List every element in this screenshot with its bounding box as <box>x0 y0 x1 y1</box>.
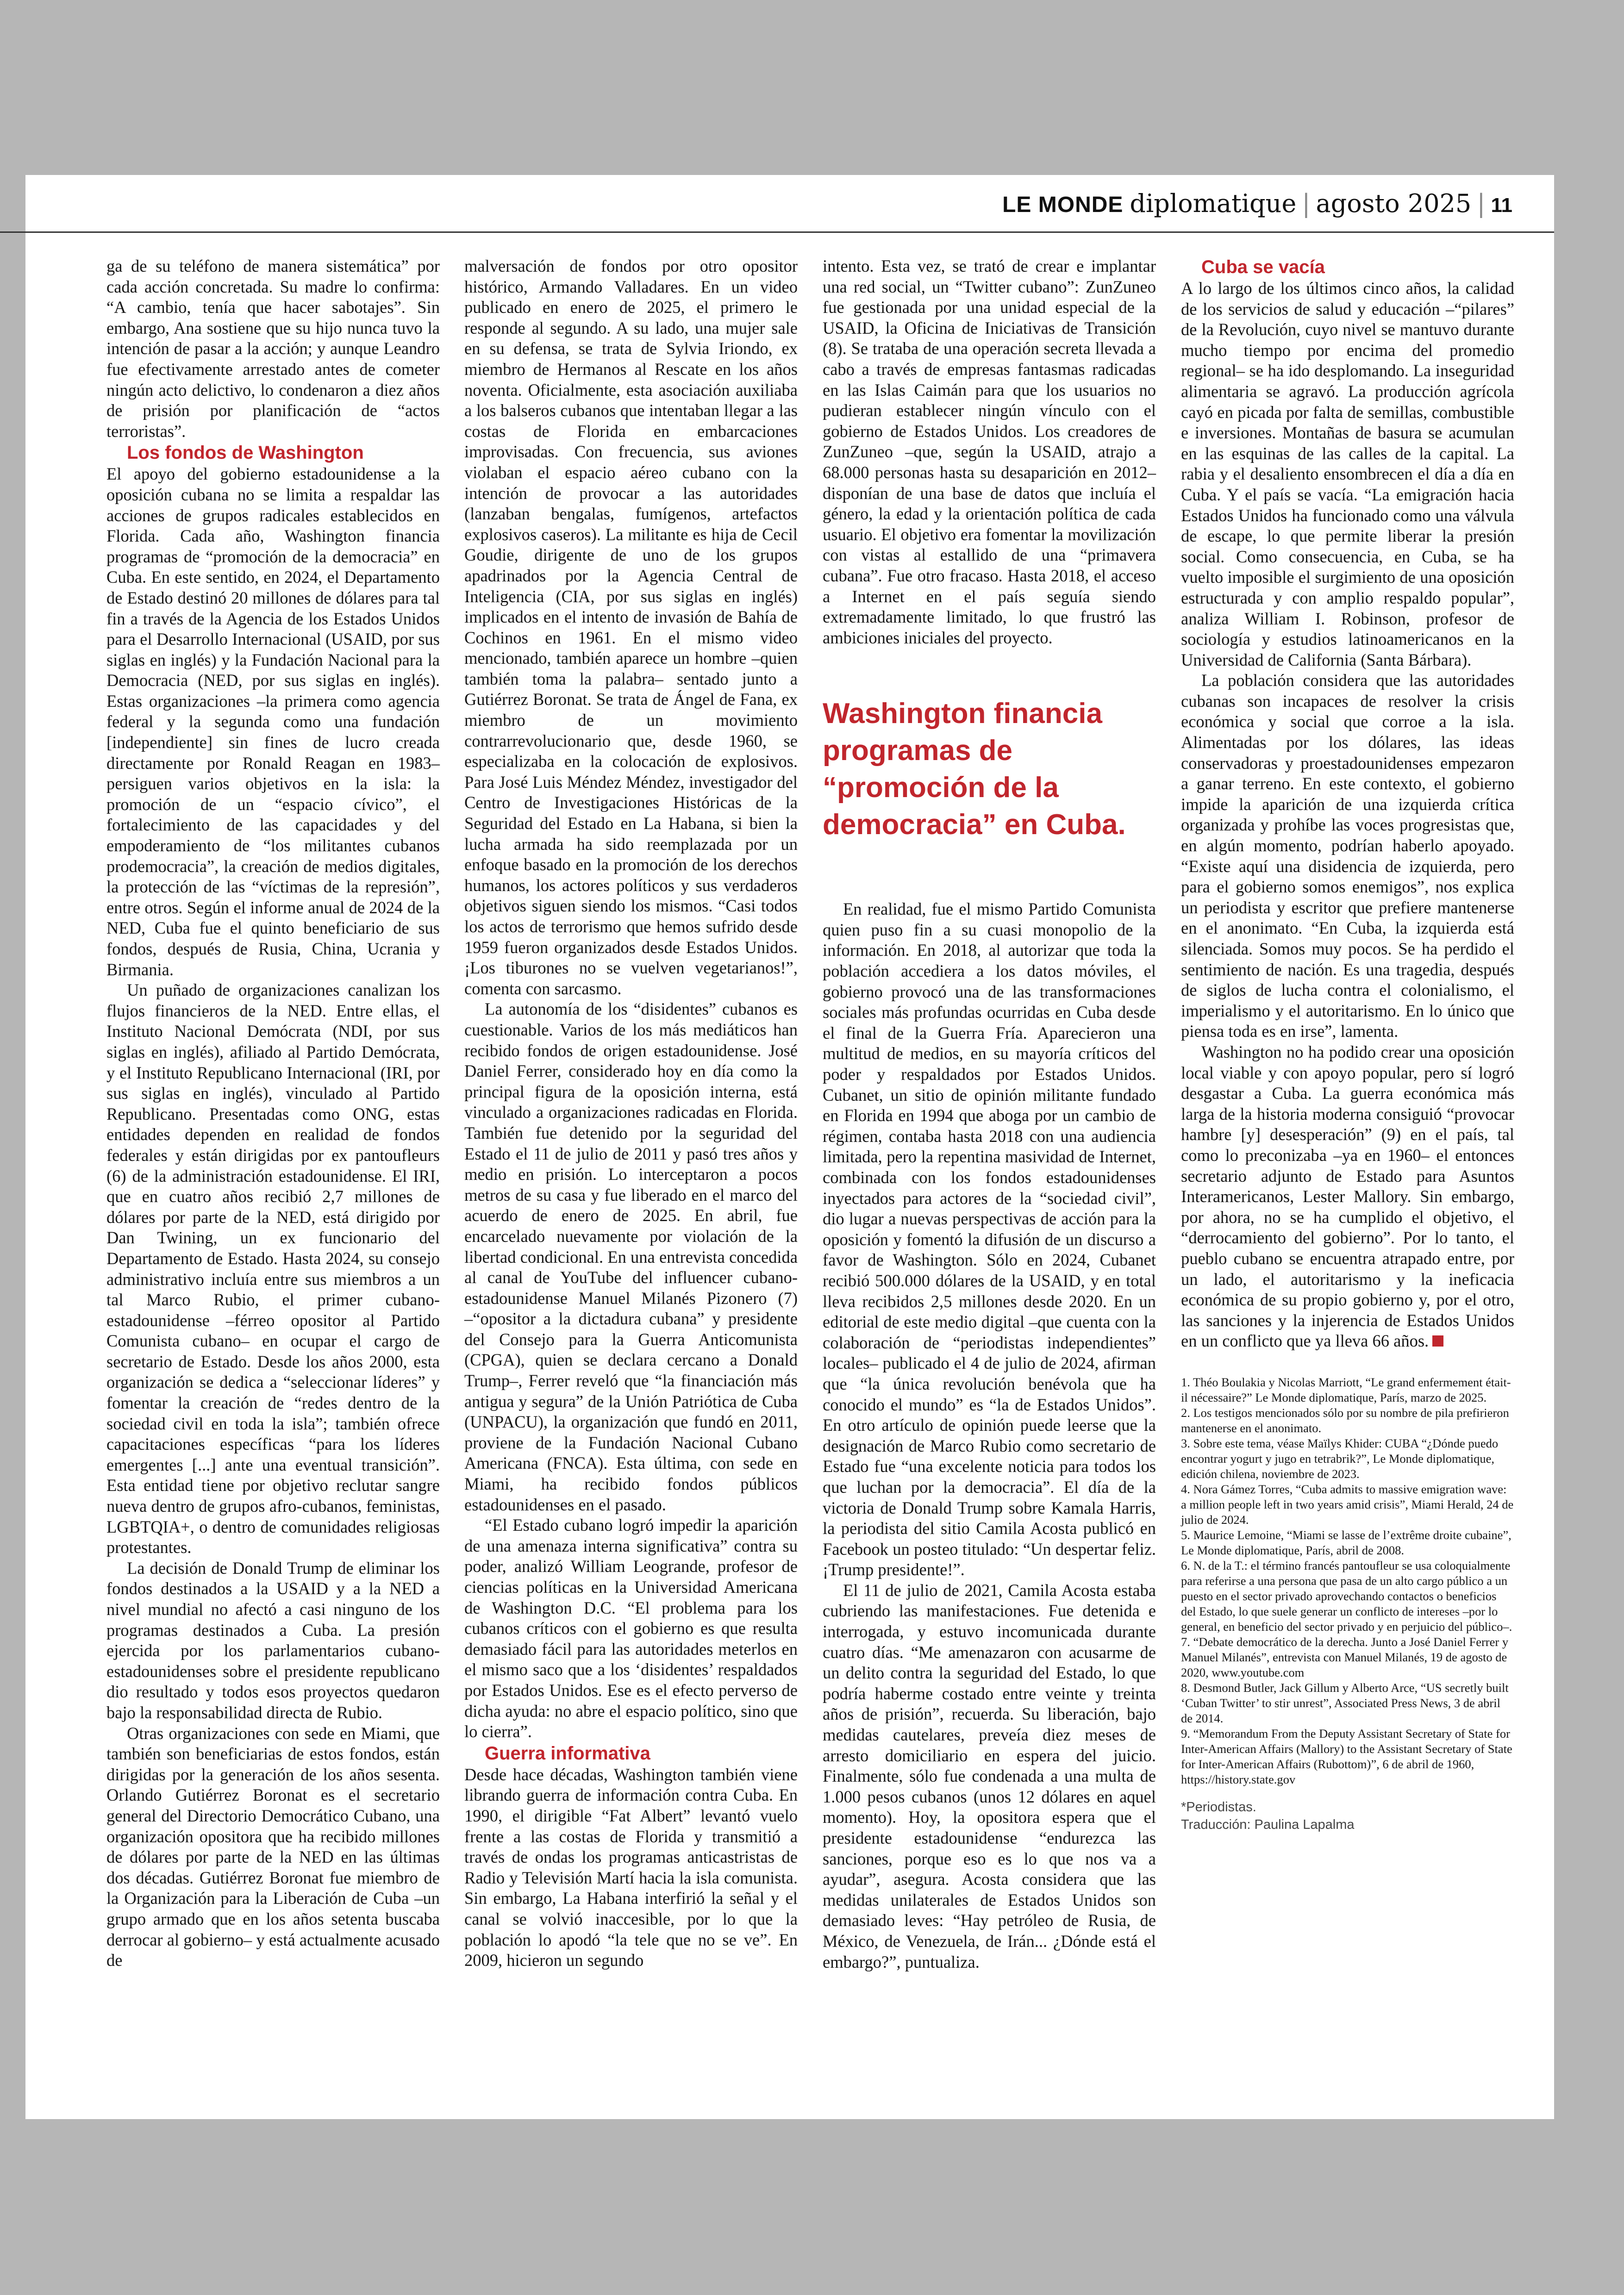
paragraph: La decisión de Donald Trump de eliminar los fondos destinados a la USAID y a la NED a nivel mundial no afectó a casi ninguno de los programas destinados a Cuba. La presión ejercida por los parlamentarios cubano-estadounidenses sobre el presidente republicano dio resultado y todos esos proyectos quedaron bajo la responsabilidad directa de Rubio. <box>106 1558 440 1722</box>
paragraph <box>1181 1042 1514 1352</box>
subheading: Cuba se vacía <box>1201 257 1325 277</box>
footnote: 9. “Memorandum From the Deputy Assistant Secretary of State for Inter-American Affairs (Mallory) to the Assistant Secretary of State for Inter-American Affairs (Rubottom)”, 6 de abril de 1960, https://history.state.gov <box>1181 1726 1512 1786</box>
paragraph: A lo largo de los últimos cinco años, la calidad de los servicios de salud y educación –“pilares” de la Revolución, cuyo nivel se mantuvo durante mucho tiempo por encima del promedio regional– se ha ido desplomando. La inseguridad alimentaria se agravó. La producción agrícola cayó en picada por falta de semillas, combustible e inversiones. Montañas de basura se acumulan en las esquinas de las calles de la capital. La rabia y el desaliento ensombrecen el día a día en Cuba. Y el país se vacía. “La emigración hacia Estados Unidos ha funcionado como una válvula de escape, lo que permite liberar la presión social. Como consecuencia, en Cuba, se ha vuelto imposible el surgimiento de una oposición estructurada y con amplio respaldo popular”, analiza William I. Robinson, profesor de sociología y estudios latinoamericanos en la Universidad de California (Santa Bárbara). <box>1181 279 1514 669</box>
end-mark-icon <box>1432 1335 1443 1347</box>
paragraph: Desde hace décadas, Washington también viene librando guerra de información contra Cuba. En 1990, el dirigible “Fat Albert” levantó vuelo frente a las costas de Florida y transmitió a través de ondas los programas anticastristas de Radio y Televisión Martí hacia la isla comunista. Sin embargo, La Habana interfirió la señal y el canal se volvió inaccesible, por lo que la población lo apodó “la tele que no se ve”. En 2009, hicieron un segundo <box>464 1765 798 1970</box>
paragraph: Un puñado de organizaciones canalizan los flujos financieros de la NED. Entre ellas, el Instituto Nacional Demócrata (NDI, por sus siglas en inglés), afiliado al Partido Demócrata, y el Instituto Republicano Internacional (IRI, por sus siglas en inglés), vinculado al Partido Republicano. Presentadas como ONG, estas entidades dependen en realidad de fondos federales y están dirigidas por ex pantoufleurs (6) de la administración estadounidense. El IRI, que en cuatro años recibió 2,7 millones de dólares por parte de la NED, está dirigido por Dan Twining, un ex funcionario del Departamento de Estado. Hasta 2024, su consejo administrativo incluía entre sus miembros a un tal Marco Rubio, el primer cubano-estadounidense –férreo opositor al Partido Comunista cubano– en ocupar el cargo de secretario de Estado. Desde los años 2000, esta organización se dedica a “seleccionar líderes” y fomentar la creación de “redes dentro de la sociedad civil en toda la isla”; también ofrece capacitaciones específicas “para los líderes emergentes [...] ante una eventual transición”. Esta entidad tiene por objetivo reclutar sangre nueva dentro de grupos afro-cubanos, feministas, LGBTQIA+, o dentro de comunidades religiosas protestantes. <box>106 980 440 1557</box>
footnote: 6. N. de la T.: el término francés pantoufleur se usa coloquialmente para referirse a una persona que pasa de un alto cargo público a un puesto en el sector privado aprovechando contactos o beneficios del Estado, lo que suele generar un conflicto de intereses –por lo general, en beneficio del sector privado y en perjuicio del público–. <box>1181 1558 1512 1634</box>
masthead-brand: LE MONDE <box>1002 193 1124 217</box>
footnote: 3. Sobre este tema, véase Maïlys Khider: CUBA “¿Dónde puedo encontrar yogurt y jugo en tetrabrik?”, Le Monde diplomatique, edición chilena, noviembre de 2023. <box>1181 1436 1499 1481</box>
column-1 <box>106 256 440 1971</box>
paragraph: intento. Esta vez, se trató de crear e implantar una red social, un “Twitter cubano”: ZunZuneo fue gestionada por una unidad especial de la USAID, la Oficina de Iniciativas de Transición (8). Se trataba de una operación secreta llevada a cabo a través de empresas fantasmas radicadas en las Islas Caimán para que los usuarios no pudieran establecer ningún vínculo con el gobierno de Estados Unidos. Los creadores de ZunZuneo –que, según la USAID, atrajo a 68.000 personas hasta su desaparición en 2012– disponían de una base de datos que incluía el género, la edad y la orientación política de cada usuario. El objetivo era fomentar la movilización con vistas al estallido de una “primavera cubana”. Fue otro fracaso. Hasta 2018, el acceso a Internet en el país seguía siendo extremadamente limitado, lo que frustró las ambiciones iniciales del proyecto. <box>823 256 1156 647</box>
masthead <box>1002 189 1512 226</box>
column-4 <box>1181 256 1514 1834</box>
newspaper-page <box>25 175 1554 2119</box>
header-rule <box>25 231 1554 233</box>
paragraph: El 11 de julio de 2021, Camila Acosta estaba cubriendo las manifestaciones. Fue detenida e interrogada, y estuvo incomunicada durante cuatro días. “Me amenazaron con acusarme de un delito contra la seguridad del Estado, lo que podría haberme costado entre veinte y treinta años de prisión”, recuerda. Su liberación, bajo medidas cautelares, preveía diez meses de arresto domiciliario en espera del juicio. Finalmente, sólo fue condenada a una multa de 1.000 pesos cubanos (unos 12 dólares en aquel momento). Hoy, la opositora espera que el presidente estadounidense “endurezca las sanciones, porque eso es lo que nos va a ayudar”, asegura. Acosta considera que las medidas unilaterales de Estados Unidos son demasiado leves: “Hay petróleo de Rusia, de México, de Venezuela, de Irán... ¿Dónde está el embargo?”, puntualiza. <box>823 1580 1156 1971</box>
masthead-separator-2: | <box>1477 189 1486 218</box>
subheading: Guerra informativa <box>485 1743 650 1764</box>
paragraph: La población considera que las autoridades cubanas son incapaces de resolver la crisis económica y social que corroe a la isla. Alimentadas por los dólares, las ideas conservadoras y proestadounidenses empezaron a ganar terreno. En este contexto, el gobierno impide la aparición de una izquierda crítica organizada y prohíbe las voces progresistas que, en algún momento, podrían haberlo apoyado. “Existe aquí una disidencia de izquierda, pero para el gobierno somos enemigos”, nos explica un periodista y escritor que prefiere mantenerse en el anonimato. “En Cuba, la izquierda está silenciada. Somos muy pocos. Se ha perdido el sentimiento de nación. Es una tragedia, después de siglos de lucha contra el colonialismo, el imperialismo y el autoritarismo. En lo único que piensa toda es en irse”, lamenta. <box>1181 671 1514 1041</box>
paragraph: ga de su teléfono de manera sistemática” por cada acción concretada. Su madre lo confirma: “A cambio, tenía que hacer sabotajes”. Sin embargo, Ana sostiene que su hijo nunca tuvo la intención de pasar a la acción; y aunque Leandro fue efectivamente arrestado antes de cometer ningún acto delictivo, lo condenaron a diez años de prisión por planificación de “actos terroristas”. <box>106 256 440 441</box>
paragraph: “El Estado cubano logró impedir la aparición de una amenaza interna significativa” contra su poder, analizó William Leogrande, profesor de ciencias políticas en la Universidad Americana de Washington D.C. “El problema para los cubanos críticos con el gobierno es que resulta demasiado fácil para las autoridades meterlos en el mismo saco que a los ‘disidentes’ respaldados por Estados Unidos. Ese es el efecto perverso de dicha ayuda: no abre el espacio político, sino que lo cierra”. <box>464 1515 798 1741</box>
page-number: 11 <box>1491 194 1512 217</box>
footnote: 5. Maurice Lemoine, “Miami se lasse de l’extrême droite cubaine”, Le Monde diplomatique, París, abril de 2008. <box>1181 1528 1512 1557</box>
footnote: 1. Théo Boulakia y Nicolas Marriott, “Le grand enfermement était-il nécessaire?” Le Monde diplomatique, París, marzo de 2025. <box>1181 1375 1511 1404</box>
paragraph: En realidad, fue el mismo Partido Comunista quien puso fin a su cuasi monopolio de la información. En 2018, al autorizar que toda la población accediera a los datos móviles, el gobierno provocó una de las transformaciones sociales más profundas ocurridas en Cuba desde el final de la Guerra Fría. Aparecieron una multitud de medios, en su mayoría críticos del poder y respaldados por Estados Unidos. Cubanet, un sitio de opinión militante fundado en Florida en 1994 que aboga por un cambio de régimen, contaba hasta 2018 con una audiencia limitada, pero la repentina masividad de Internet, combinada con los fondos estadounidenses inyectados para actores de la “sociedad civil”, dio lugar a nuevas perspectivas de acción para la oposición y fomentó la difusión de un discurso a favor de Washington. Sólo en 2024, Cubanet recibió 500.000 dólares de la USAID, y en total lleva recibidos 2,5 millones desde 2020. En un editorial de este medio digital –que cuenta con la colaboración de “periodistas independientes” locales– publicado el 4 de julio de 2024, afirman que “la única revolución benévola que ha conocido el mundo” es “la de Estados Unidos”. En otro artículo de opinión puede leerse que la designación de Marco Rubio como secretario de Estado fue “una excelente noticia para todos los que luchan por la democracia”. El día de la victoria de Donald Trump sobre Kamala Harris, la periodista del sitio Camila Acosta publicó en Facebook un posteo titulado: “Un despertar feliz. ¡Trump presidente!”. <box>823 899 1156 1579</box>
paragraph: El apoyo del gobierno estadounidense a la oposición cubana no se limita a respaldar las acciones de grupos radicales establecidos en Florida. Cada año, Washington financia programas de “promoción de la democracia” en Cuba. En este sentido, en 2024, el Departamento de Estado destinó 20 millones de dólares para tal fin a través de la Agencia de los Estados Unidos para el Desarrollo Internacional (USAID, por sus siglas en inglés) y la Fundación Nacional para la Democracia (NED, por sus siglas en inglés). Estas organizaciones –la primera como agencia federal y la segunda como una fundación [independiente] sin fines de lucro creada directamente por Ronald Reagan en 1983– persiguen varios objetivos en la isla: la promoción de un “espacio cívico”, el fortalecimiento de las capacidades y del empoderamiento de “los militantes cubanos prodemocracia”, la creación de medios digitales, la protección de las “víctimas de la represión”, entre otros. Según el informe anual de 2024 de la NED, Cuba fue el quinto beneficiario de sus fondos, después de Rusia, China, Ucrania y Birmania. <box>106 464 440 979</box>
paragraph: malversación de fondos por otro opositor histórico, Armando Valladares. En un video publicado en enero de 2025, el primero le responde al segundo. A su lado, una mujer sale en su defensa, se trata de Sylvia Iriondo, ex miembro de Hermanos al Rescate en los años noventa. Oficialmente, esta asociación auxiliaba a los balseros cubanos que intentaban llegar a las costas de Florida en embarcaciones improvisadas. Con frecuencia, sus aviones violaban el espacio aéreo cubano con la intención de provocar a las autoridades (lanzaban bengalas, fumígenos, artefactos explosivos caseros). La militante es hija de Cecil Goudie, dirigente de uno de los grupos apadrinados por la Agencia Central de Inteligencia (CIA, por sus siglas en inglés) implicados en el intento de invasión de Bahía de Cochinos en 1961. En el mismo video mencionado, también aparece un hombre –quien también toma la palabra– sentado junto a Gutiérrez Boronat. Se trata de Ángel de Fana, ex miembro de un movimiento contrarrevolucionario que, desde 1960, se especializaba en la colocación de explosivos. Para José Luis Méndez Méndez, investigador del Centro de Investigaciones Históricas de la Seguridad del Estado en La Habana, si bien la lucha armada ha sido reemplazada por un enfoque basado en la promoción de los derechos humanos, los actores políticos y sus verdaderos objetivos siguen siendo los mismos. “Casi todos los actos de terrorismo que hemos sufrido desde 1959 fueron organizados desde Estados Unidos. ¡Los tiburones no se vuelven vegetarianos!”, comenta con sarcasmo. <box>464 256 798 998</box>
header-rule-left <box>0 231 25 233</box>
paragraph-text: Washington no ha podido crear una oposición local viable y con apoyo popular, pero sí logró desgastar a Cuba. La guerra económica más larga de la historia moderna consiguió “provocar hambre [y] desesperación” (9) en el país, tal como lo preconizaba –ya en 1960– el entonces secretario adjunto de Estado para Asuntos Interamericanos, Lester Mallory. Sin embargo, por ahora, no se ha cumplido el objetivo, el “derrocamiento del gobierno”. Por lo tanto, el pueblo cubano se encuentra atrapado entre, por un lado, el autoritarismo y la ineficacia económica de su propio gobierno y, por el otro, las sanciones y la injerencia de Estados Unidos en un conflicto que ya lleva 66 años. <box>1181 1042 1514 1351</box>
masthead-subtitle: diplomatique <box>1130 189 1297 218</box>
author-note: *Periodistas. <box>1181 1799 1256 1815</box>
paragraph: Otras organizaciones con sede en Miami, que también son beneficiarias de estos fondos, están dirigidas por la generación de los años sesenta. Orlando Gutiérrez Boronat es el secretario general del Directorio Democrático Cubano, una organización opositora que ha recibido millones de dólares por parte de la NED en las últimas dos décadas. Gutiérrez Boronat fue miembro de la Organización para la Liberación de Cuba –un grupo armado que en los años setenta buscaba derrocar al gobierno– y está actualmente acusado de <box>106 1723 440 1970</box>
column-2 <box>464 256 798 1971</box>
footnote: 8. Desmond Butler, Jack Gillum y Alberto Arce, “US secretly built ‘Cuban Twitter’ to stir unrest”, Associated Press News, 3 de abril de 2014. <box>1181 1680 1509 1725</box>
masthead-date: agosto 2025 <box>1316 189 1472 218</box>
translation-credit: Traducción: Paulina Lapalma <box>1181 1817 1355 1832</box>
column-3 <box>823 256 1156 1972</box>
subheading: Los fondos de Washington <box>127 443 364 463</box>
masthead-separator: | <box>1302 189 1311 218</box>
pull-quote: Washington financia programas de “promoción de la democracia” en Cuba. <box>823 698 1126 841</box>
footnote: 4. Nora Gámez Torres, “Cuba admits to massive emigration wave: a million people left in two years amid crisis”, Miami Herald, 24 de julio de 2024. <box>1181 1482 1514 1527</box>
footnotes <box>1181 1375 1514 1787</box>
footnote: 2. Los testigos mencionados sólo por su nombre de pila prefirieron mantenerse en el anonimato. <box>1181 1405 1509 1435</box>
footnote: 7. “Debate democrático de la derecha. Junto a José Daniel Ferrer y Manuel Milanés”, entrevista con Manuel Milanés, 19 de agosto de 2020, www.youtube.com <box>1181 1634 1509 1679</box>
paragraph: La autonomía de los “disidentes” cubanos es cuestionable. Varios de los más mediáticos han recibido fondos de origen estadounidense. José Daniel Ferrer, considerado hoy en día como la principal figura de la oposición interna, está vinculado a organizaciones radicadas en Florida. También fue detenido por la seguridad del Estado el 11 de julio de 2011 y pasó tres años y medio en prisión. Lo interceptaron a pocos metros de su casa y fue liberado en el marco del acuerdo de enero de 2025. En abril, fue encarcelado nuevamente por violación de la libertad condicional. En una entrevista concedida al canal de YouTube del influencer cubano-estadounidense Manuel Milanés Pizonero (7) –“opositor a la dictadura cubana” y presidente del Consejo para la Guerra Anticomunista (CPGA), quien se declara cercano a Donald Trump–, Ferrer reveló que “la financiación más antigua y segura” de la Unión Patriótica de Cuba (UNPACU), la organización que fundó en 2011, proviene de la Fundación Nacional Cubano Americana (FNCA). Esta última, con sede en Miami, ha recibido fondos públicos estadounidenses en el pasado. <box>464 999 798 1514</box>
